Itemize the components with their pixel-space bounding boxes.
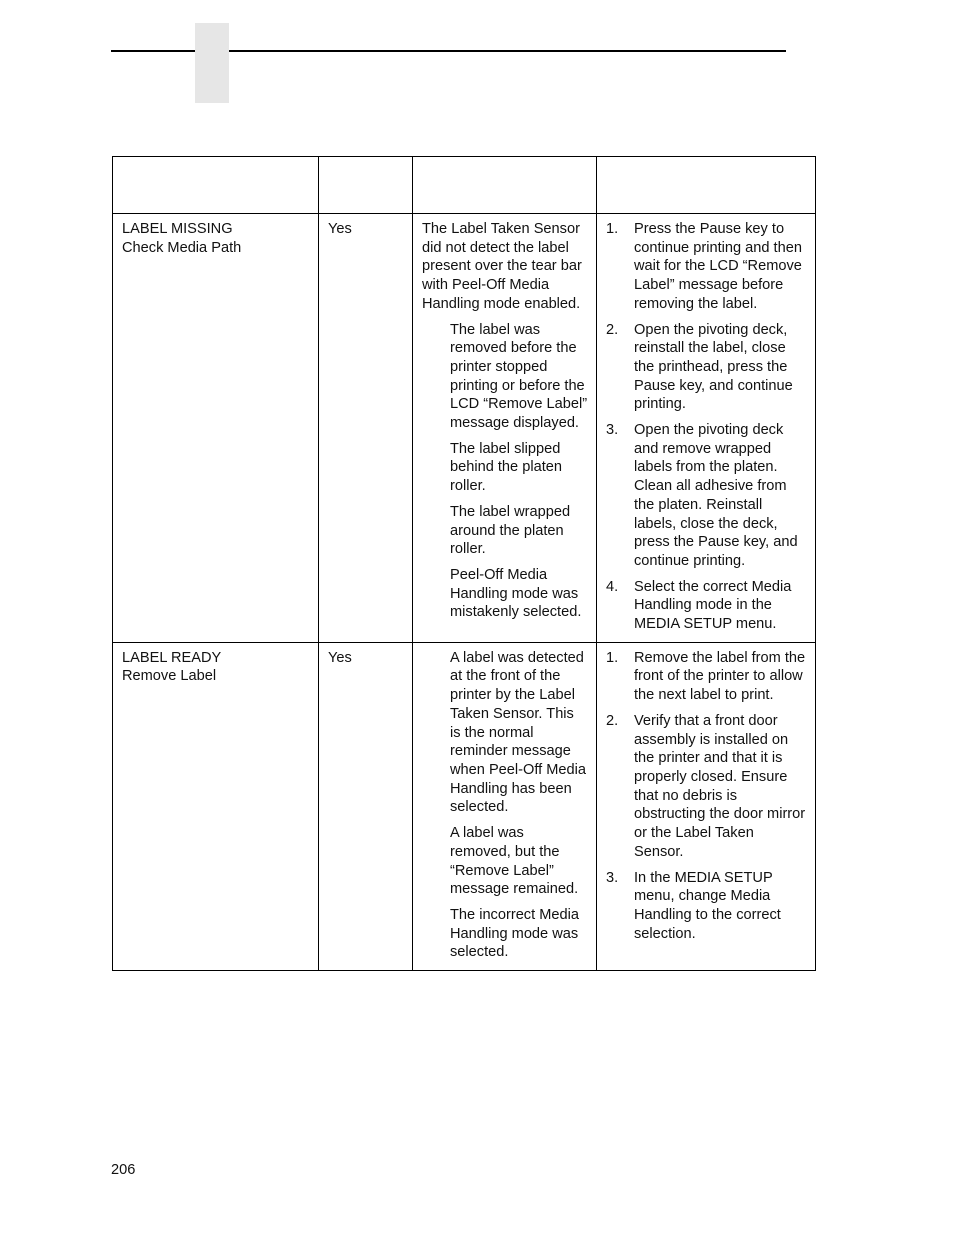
solution-cell bbox=[597, 214, 816, 643]
solution-list bbox=[606, 220, 807, 634]
solution-item bbox=[606, 578, 807, 634]
solution-list bbox=[606, 649, 807, 944]
solution-number: 2. bbox=[606, 712, 619, 729]
message-cell bbox=[113, 642, 319, 970]
solution-item bbox=[606, 869, 807, 944]
header-message bbox=[113, 157, 319, 214]
solution-number: 3. bbox=[606, 422, 619, 439]
cause-item: The label wrapped around the platen roller. bbox=[450, 503, 571, 558]
fault-cell: Yes bbox=[319, 214, 413, 643]
solution-item bbox=[606, 712, 807, 862]
solution-text: Remove the label from the front of the printer to allow the next label to print. bbox=[634, 649, 806, 704]
cause-lead: The Label Taken Sensor did not detect the label present over the tear bar with Peel-Off Media Handling mode enabled. bbox=[422, 221, 582, 312]
cause-item: A label was detected at the front of the printer by the Label Taken Sensor. This is the normal reminder message when Peel-Off Media Handling has been selected. bbox=[450, 649, 587, 816]
solution-item bbox=[606, 421, 807, 571]
cause-cell bbox=[413, 214, 597, 643]
cause-item: Peel-Off Media Handling mode was mistakenly selected. bbox=[450, 566, 582, 621]
solution-text: Verify that a front door assembly is installed on the printer and that it is properly closed. Ensure that no debris is obstructing the door mirror or the Label Taken Sensor. bbox=[634, 712, 806, 860]
header-solution bbox=[597, 157, 816, 214]
solution-text: Open the pivoting deck, reinstall the label, close the printhead, press the Pause key, and continue printing. bbox=[634, 321, 793, 413]
message-line: LABEL READY bbox=[122, 649, 222, 666]
solution-text: Open the pivoting deck and remove wrapped labels from the platen. Clean all adhesive from the platen. Reinstall labels, close the deck, press the Pause key, and continue printing. bbox=[634, 422, 798, 569]
solution-number: 3. bbox=[606, 869, 619, 886]
fault-cell: Yes bbox=[319, 642, 413, 970]
table-row bbox=[113, 214, 816, 643]
solution-item bbox=[606, 321, 807, 415]
message-line: Check Media Path bbox=[122, 239, 242, 256]
solution-number: 1. bbox=[606, 649, 619, 666]
chapter-tab bbox=[195, 23, 229, 103]
header-fault bbox=[319, 157, 413, 214]
cause-item: The label was removed before the printer stopped printing or before the LCD “Remove Label” message displayed. bbox=[450, 321, 588, 432]
cause-cell bbox=[413, 642, 597, 970]
table-row bbox=[113, 642, 816, 970]
message-line: Remove Label bbox=[122, 668, 217, 685]
solution-cell bbox=[597, 642, 816, 970]
message-table bbox=[112, 156, 816, 971]
solution-item bbox=[606, 649, 807, 705]
solution-text: In the MEDIA SETUP menu, change Media Handling to the correct selection. bbox=[634, 869, 781, 942]
solution-number: 1. bbox=[606, 221, 619, 237]
solution-text: Press the Pause key to continue printing and then wait for the LCD “Remove Label” message before removing the label. bbox=[634, 221, 802, 312]
solution-item bbox=[606, 220, 807, 314]
page-number: 206 bbox=[111, 1162, 136, 1178]
solution-number: 4. bbox=[606, 578, 619, 595]
cause-item: The incorrect Media Handling mode was selected. bbox=[450, 906, 579, 961]
message-cell bbox=[113, 214, 319, 643]
solution-text: Select the correct Media Handling mode in the MEDIA SETUP menu. bbox=[634, 578, 792, 633]
header-cause bbox=[413, 157, 597, 214]
table-header-row bbox=[113, 157, 816, 214]
message-line: LABEL MISSING bbox=[122, 221, 233, 237]
cause-item: A label was removed, but the “Remove Label” message remained. bbox=[450, 825, 579, 898]
cause-item: The label slipped behind the platen roller. bbox=[450, 440, 562, 495]
solution-number: 2. bbox=[606, 321, 619, 338]
